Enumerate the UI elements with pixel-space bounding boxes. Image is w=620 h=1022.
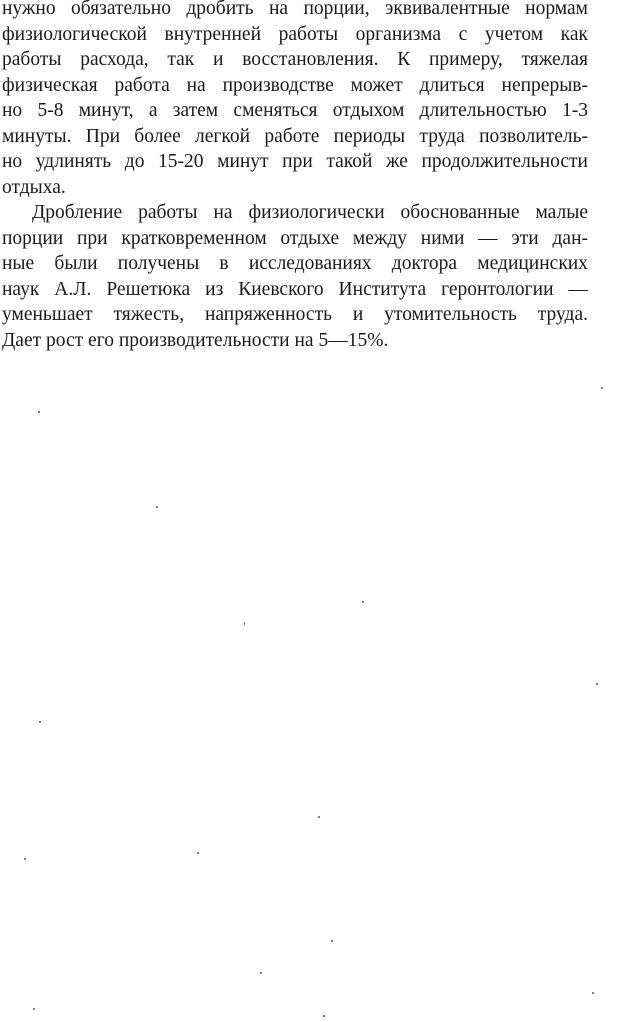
scan-speck bbox=[38, 411, 40, 413]
text-line: физическая работа на производстве может длиться непрерыв- bbox=[2, 74, 588, 96]
scan-speck bbox=[592, 992, 594, 994]
text-line: наук А.Л. Решетюка из Киевского Института геронтологии — bbox=[2, 278, 588, 300]
text-line: но 5-8 минут, а затем сменяться отдыхом длительностью 1-3 bbox=[2, 100, 588, 121]
scan-speck bbox=[24, 858, 26, 860]
text-line: но удлинять до 15-20 минут при такой же продолжительности bbox=[2, 151, 588, 172]
paragraph-2 bbox=[2, 200, 588, 353]
text-line: Дает рост его производительности на 5—15%. bbox=[2, 329, 389, 351]
text-line: физиологической внутренней работы организма с учетом как bbox=[2, 23, 588, 45]
text-line: Дробление работы на физиологически обоснованные малые bbox=[32, 202, 588, 223]
body-text bbox=[2, 0, 588, 353]
scan-speck bbox=[156, 506, 158, 508]
text-line: ные были получены в исследованиях доктора медицинских bbox=[2, 253, 588, 274]
scan-speck bbox=[39, 721, 41, 723]
paragraph-1 bbox=[2, 0, 588, 200]
text-line: отдыха. bbox=[2, 176, 66, 198]
scan-speck bbox=[596, 683, 598, 685]
text-line: нужно обязательно дробить на порции, эквивалентные нормам bbox=[2, 0, 588, 19]
scan-speck bbox=[244, 622, 245, 625]
scan-speck bbox=[362, 601, 364, 603]
text-line: порции при кратковременном отдыхе между ними — эти дан- bbox=[2, 227, 588, 249]
scan-speck bbox=[323, 1015, 325, 1017]
scan-speck bbox=[260, 972, 262, 974]
scan-speck bbox=[197, 852, 199, 854]
scan-speck bbox=[331, 940, 333, 942]
scan-speck bbox=[33, 1008, 35, 1010]
scan-speck bbox=[601, 387, 603, 389]
scan-speck bbox=[318, 816, 320, 818]
text-line: минуты. При более легкой работе периоды труда позволитель- bbox=[2, 125, 588, 147]
text-line: уменьшает тяжесть, напряженность и утомительность труда. bbox=[2, 304, 588, 325]
text-line: работы расхода, так и восстановления. К примеру, тяжелая bbox=[2, 49, 588, 70]
